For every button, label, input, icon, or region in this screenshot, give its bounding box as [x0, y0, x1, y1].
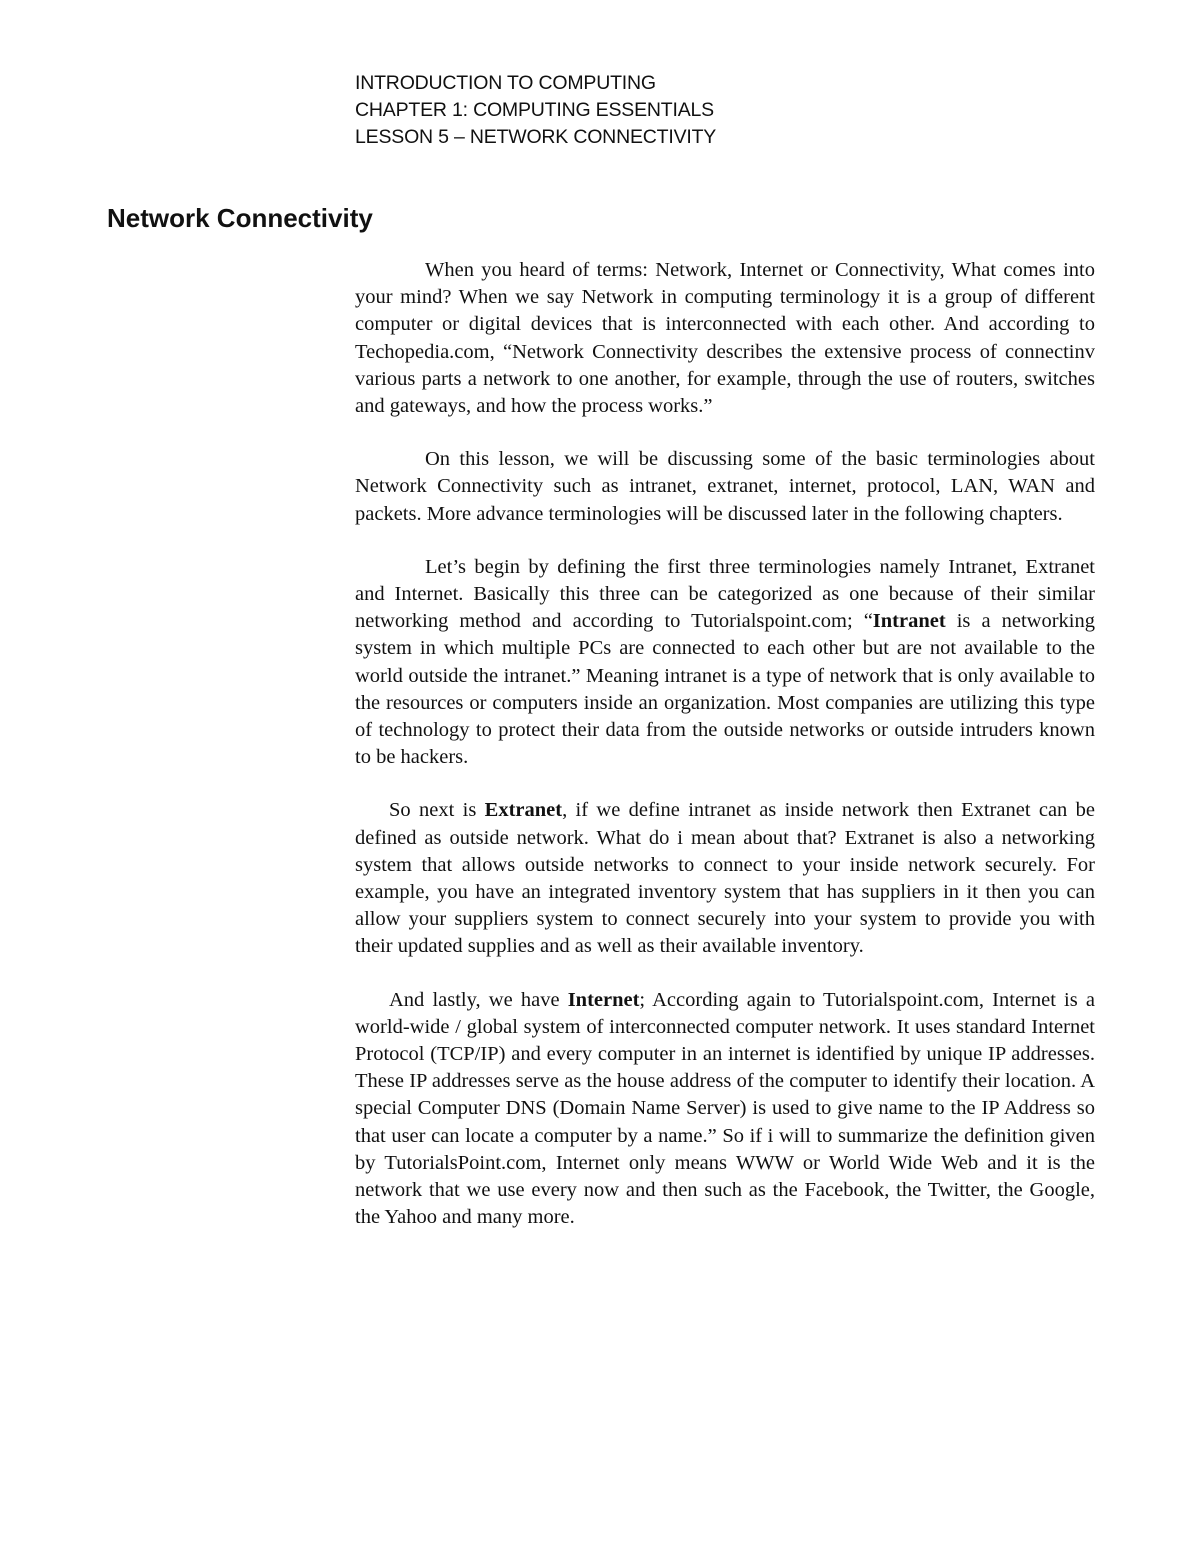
intranet-text-after: is a networking system in which multiple PCs are connected to each other but are not available to the world outside the intranet.” Meaning intranet is a type of network that is only available to the resources or computers inside an organization. Most companies are utilizing this type of technology to protect their data from the outside networks or outside intruders known to be hackers. [355, 610, 1095, 769]
paragraph-lesson-overview: On this lesson, we will be discussing some of the basic terminologies about Network Connectivity such as intranet, extranet, internet, protocol, LAN, WAN and packets. More advance terminologies will be discussed later in the following chapters. [355, 448, 1095, 525]
page-title: Network Connectivity [107, 203, 373, 233]
course-title: INTRODUCTION TO COMPUTING [355, 72, 656, 94]
paragraph-intranet [355, 554, 1095, 772]
extranet-text-before: So next is [389, 799, 485, 822]
paragraph-internet [355, 987, 1095, 1232]
extranet-term: Extranet [484, 799, 563, 822]
document-header [355, 70, 716, 151]
document-body [355, 257, 1095, 1258]
intranet-term: Intranet [872, 610, 946, 633]
internet-term: Internet [567, 988, 640, 1011]
internet-text-before: And lastly, we have [389, 988, 568, 1011]
paragraph-intro: When you heard of terms: Network, Internet or Connectivity, What comes into your mind? When we say Network in computing terminology it is a group of different computer or digital devices that is interconnected with each other. And according to Techopedia.com, “Network Connectivity describes the extensive process of connectinv various parts a network to one another, for example, through the use of routers, switches and gateways, and how the process works.” [355, 259, 1095, 418]
paragraph-extranet [355, 797, 1095, 960]
extranet-text-after: , if we define intranet as inside network then Extranet can be defined as outside network. What do i mean about that? Extranet is also a networking system that allows outside networks to connect to your inside network securely. For example, you have an integrated inventory system that has suppliers in it then you can allow your suppliers system to connect securely into your system to provide you with their updated supplies and as well as their available inventory. [355, 799, 1095, 958]
internet-text-after: ; According again to Tutorialspoint.com, Internet is a world-wide / global system of interconnected computer network. It uses standard Internet Protocol (TCP/IP) and every computer in an internet is identified by unique IP addresses. These IP addresses serve as the house address of the computer to identify their location. A special Computer DNS (Domain Name Server) is used to give name to the IP Address so that user can locate a computer by a name.” So if i will to summarize the definition given by TutorialsPoint.com, Internet only means WWW or World Wide Web and it is the network that we use every now and then such as the Facebook, the Twitter, the Google, the Yahoo and many more. [355, 988, 1095, 1229]
chapter-title: CHAPTER 1: COMPUTING ESSENTIALS [355, 99, 714, 121]
lesson-title: LESSON 5 – NETWORK CONNECTIVITY [355, 126, 717, 148]
intranet-text-before: Let’s begin by defining the first three terminologies namely Intranet, Extranet and Internet. Basically this three can be categorized as one because of their similar networking method and according to Tutorialspoint.com; “ [355, 555, 1095, 633]
